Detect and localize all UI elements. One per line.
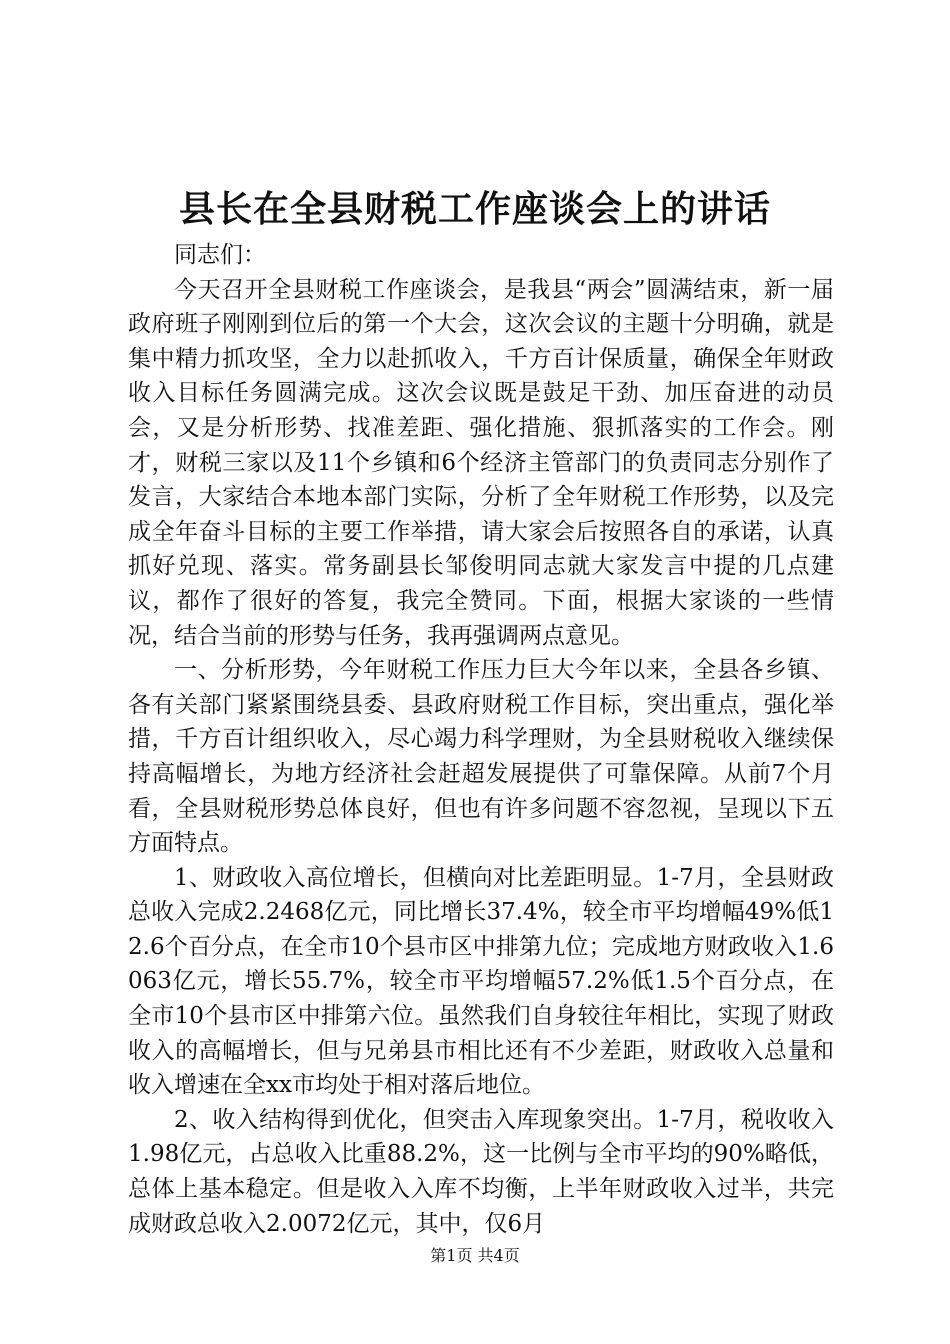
page-number-footer: 第1页 共4页 xyxy=(430,1246,520,1265)
document-title: 县长在全县财税工作座谈会上的讲话 xyxy=(178,188,771,230)
document-body xyxy=(128,238,834,1241)
paragraph: 一、分析形势，今年财税工作压力巨大今年以来，全县各乡镇、各有关部门紧紧围绕县委、县政府财税工作目标，突出重点，强化举措，千方百计组织收入，尽心竭力科学理财，为全县财税收入继续保持高幅增长，为地方经济社会赶超发展提供了可靠保障。从前7个月看，全县财税形势总体良好，但也有许多问题不容忽视，呈现以下五方面特点。 xyxy=(128,657,834,857)
paragraph: 今天召开全县财税工作座谈会，是我县“两会”圆满结束，新一届政府班子刚刚到位后的第一个大会，这次会议的主题十分明确，就是集中精力抓攻坚，全力以赴抓收入，千方百计保质量，确保全年财政收入目标任务圆满完成。这次会议既是鼓足干劲、加压奋进的动员会，又是分析形势、找准差距、强化措施、狠抓落实的工作会。刚才，财税三家以及11个乡镇和6个经济主管部门的负责同志分别作了发言，大家结合本地本部门实际，分析了全年财税工作形势，以及完成全年奋斗目标的主要工作举措，请大家会后按照各自的承诺，认真抓好兑现、落实。常务副县长邹俊明同志就大家发言中提的几点建议，都作了很好的答复，我完全赞同。下面，根据大家谈的一些情况，结合当前的形势与任务，我再强调两点意见。 xyxy=(128,276,834,649)
paragraph: 2、收入结构得到优化，但突击入库现象突出。1-7月，税收收入1.98亿元，占总收入比重88.2%，这一比例与全市平均的90%略低，总体上基本稳定。但是收入入库不均衡，上半年财政收入过半，共完成财政总收入2.0072亿元，其中，仅6月 xyxy=(128,1106,834,1237)
salutation: 同志们： xyxy=(174,242,266,268)
paragraph: 1、财政收入高位增长，但横向对比差距明显。1-7月，全县财政总收入完成2.2468亿元，同比增长37.4%，较全市平均增幅49%低12.6个百分点，在全市10个县市区中排第九位；完成地方财政收入1.6063亿元，增长55.7%，较全市平均增幅57.2%低1.5个百分点，在全市10个县市区中排第六位。虽然我们自身较往年相比，实现了财政收入的高幅增长，但与兄弟县市相比还有不少差距，财政收入总量和收入增速在全xx市均处于相对落后地位。 xyxy=(128,864,834,1099)
